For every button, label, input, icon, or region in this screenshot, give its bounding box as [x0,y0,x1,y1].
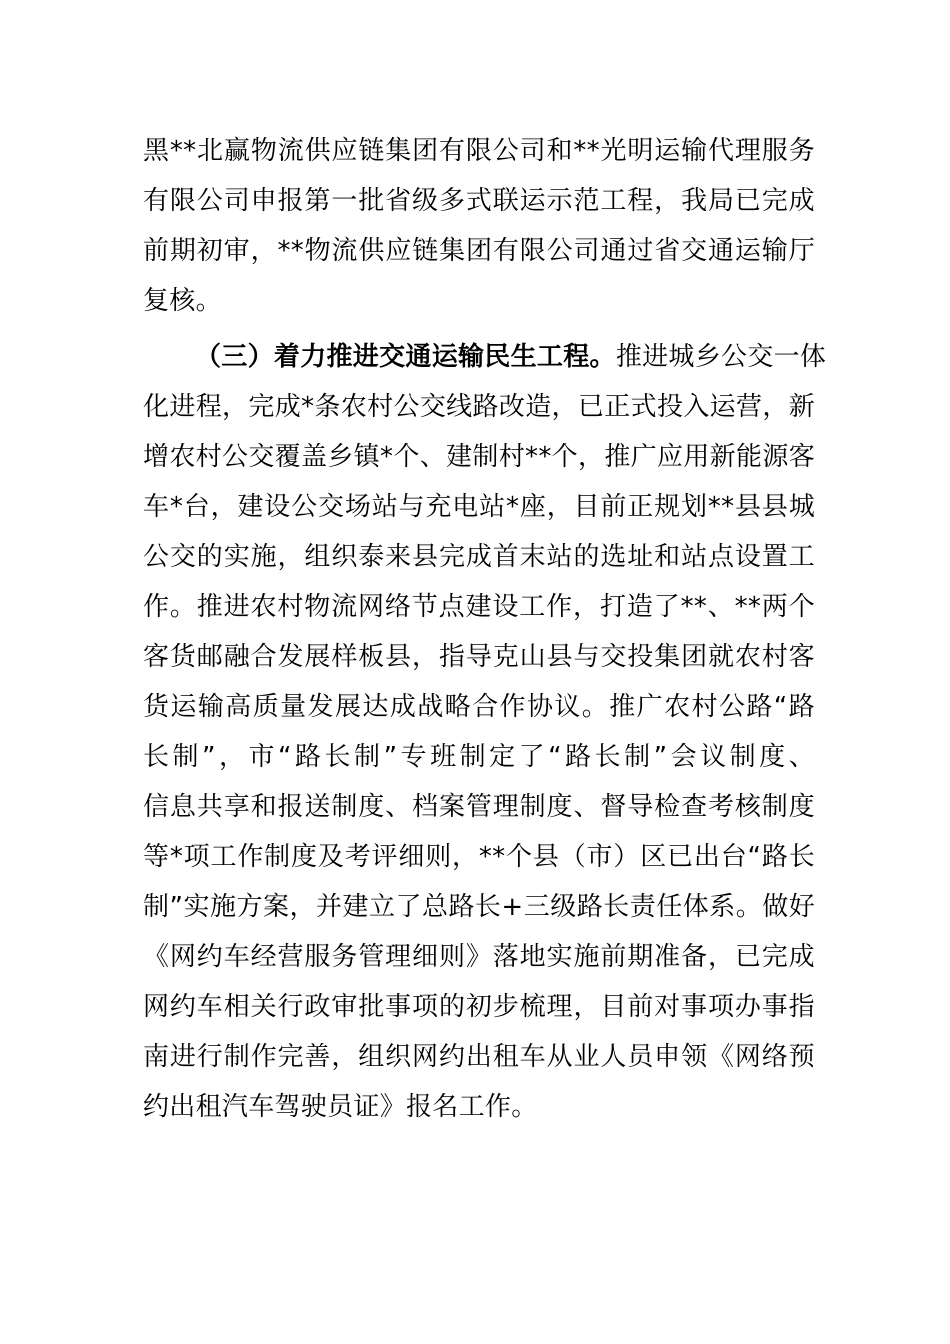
paragraph-line: 化进程，完成*条农村公交线路改造，已正式投入运营，新 [143,392,815,422]
paragraph-line: 《网约车经营服务管理细则》落地实施前期准备，已完成 [143,942,815,972]
paragraph-line: 信息共享和报送制度、档案管理制度、督导检查考核制度 [143,792,815,822]
paragraph-line: 长制”，市“路长制”专班制定了“路长制”会议制度、 [143,742,815,772]
paragraph-line: 增农村公交覆盖乡镇*个、建制村**个，推广应用新能源客 [143,442,815,472]
paragraph-line: 制”实施方案，并建立了总路长+三级路长责任体系。做好 [143,892,815,922]
paragraph-line: 公交的实施，组织泰来县完成首末站的选址和站点设置工 [143,542,815,572]
paragraph-multimodal-transport [143,126,815,326]
section-heading: （三）着力推进交通运输民生工程。 [195,342,616,372]
paragraph-line: 货运输高质量发展达成战略合作协议。推广农村公路“路 [143,692,815,722]
paragraph-line: 约出租汽车驾驶员证》报名工作。 [143,1092,538,1122]
paragraph-line: 网约车相关行政审批事项的初步梳理，目前对事项办事指 [143,992,815,1022]
paragraph-livelihood-projects [143,332,827,1132]
paragraph-line: 南进行制作完善，组织网约出租车从业人员申领《网络预 [143,1042,815,1072]
paragraph-line-rest: 推进城乡公交一体 [615,342,827,372]
paragraph-first-line [143,332,827,382]
paragraph-line: 作。推进农村物流网络节点建设工作，打造了**、**两个 [143,592,815,622]
paragraph-line: 客货邮融合发展样板县，指导克山县与交投集团就农村客 [143,642,815,672]
paragraph-line: 黑**北赢物流供应链集团有限公司和**光明运输代理服务 [143,136,815,166]
paragraph-line: 前期初审，**物流供应链集团有限公司通过省交通运输厅 [143,236,815,266]
paragraph-line: 等*项工作制度及考评细则，**个县（市）区已出台“路长 [143,842,815,872]
paragraph-line: 复核。 [143,286,222,316]
paragraph-line: 有限公司申报第一批省级多式联运示范工程，我局已完成 [143,186,815,216]
paragraph-line: 车*台，建设公交场站与充电站*座，目前正规划**县县城 [143,492,815,522]
